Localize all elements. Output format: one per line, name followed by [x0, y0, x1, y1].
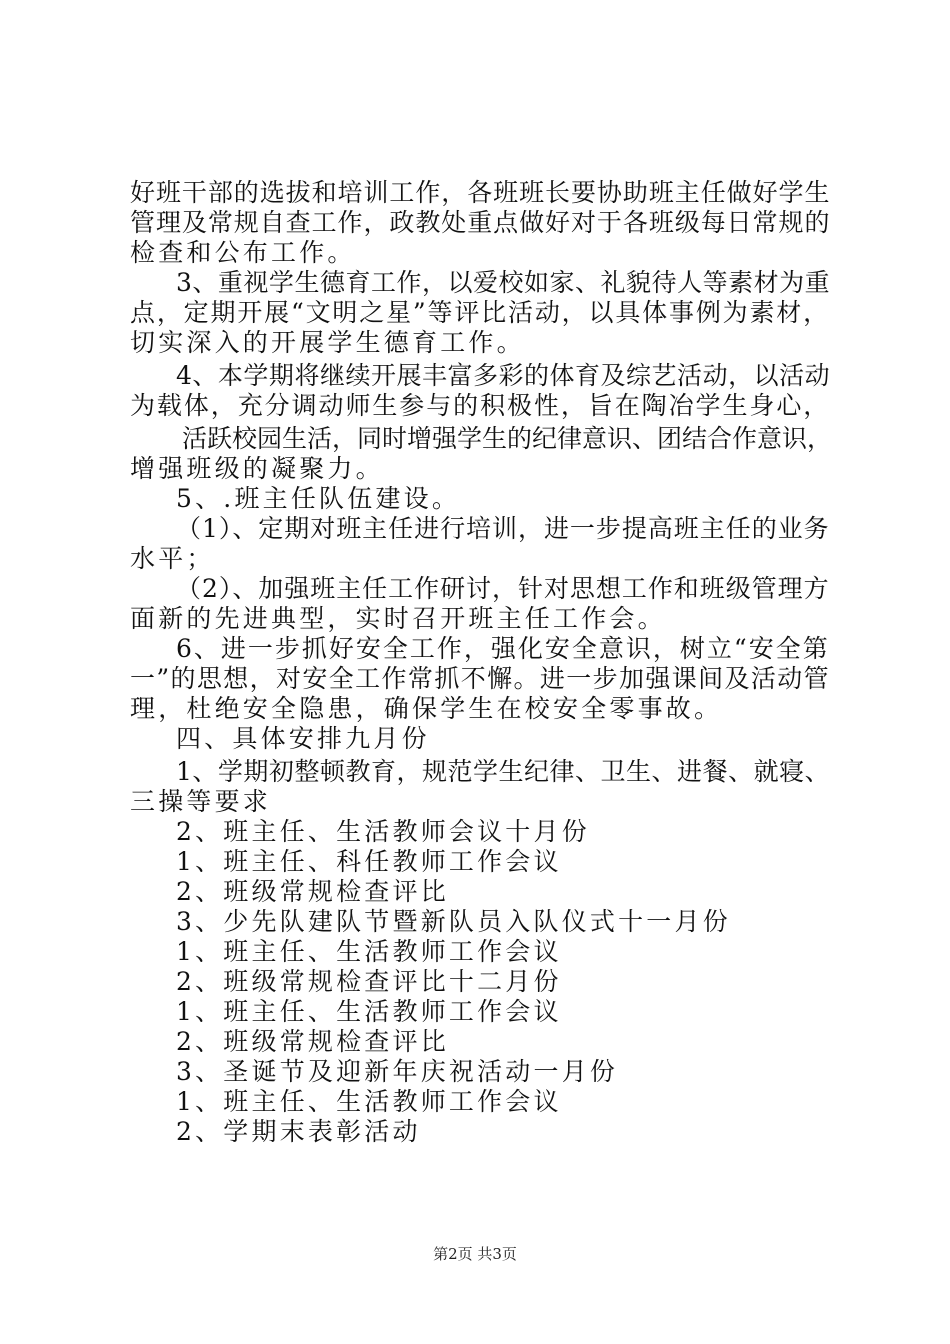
text-line: 一”的思想，对安全工作常抓不懈。进一步加强课间及活动管 [130, 664, 830, 693]
text-line: 5、.班主任队伍建设。 [176, 484, 461, 513]
text-line: （1）、定期对班主任进行培训，进一步提高班主任的业务 [176, 514, 830, 543]
text-line: 切实深入的开展学生德育工作。 [130, 328, 525, 357]
list-item: 2、班级常规检查评比十二月份 [176, 967, 562, 996]
text-line: 理，杜绝安全隐患，确保学生在校安全零事故。 [130, 694, 723, 723]
list-item: 2、班级常规检查评比 [176, 877, 449, 906]
text-line: （2）、加强班主任工作研讨，针对思想工作和班级管理方 [176, 574, 830, 603]
text-line: 面新的先进典型，实时召开班主任工作会。 [130, 604, 666, 633]
text-line: 活跃校园生活，同时增强学生的纪律意识、团结合作意识， [182, 424, 833, 453]
text-line: 为载体，充分调动师生参与的积极性，旨在陶冶学生身心， [130, 391, 831, 420]
page-footer: 第2页 共3页 [433, 1245, 517, 1263]
text-line: 4、本学期将继续开展丰富多彩的体育及综艺活动，以活动 [176, 361, 831, 390]
list-item: 1、班主任、生活教师工作会议 [176, 997, 562, 1026]
text-line: 水平； [130, 544, 215, 573]
list-item: 2、班级常规检查评比 [176, 1027, 449, 1056]
section-heading: 四、具体安排九月份 [176, 724, 430, 753]
list-item: 2、学期末表彰活动 [176, 1117, 421, 1146]
text-line: 好班干部的选拔和培训工作，各班班长要协助班主任做好学生 [130, 178, 831, 207]
text-line: 检查和公布工作。 [130, 238, 356, 267]
text-line: 点，定期开展“文明之星”等评比活动，以具体事例为素材， [130, 298, 830, 327]
text-line: 增强班级的凝聚力。 [130, 454, 384, 483]
list-item: 1、班主任、科任教师工作会议 [176, 847, 562, 876]
list-item: 2、班主任、生活教师会议十月份 [176, 817, 590, 846]
text-line: 管理及常规自查工作，政教处重点做好对于各班级每日常规的 [130, 208, 831, 237]
list-item: 1、班主任、生活教师工作会议 [176, 1087, 562, 1116]
text-line: 6、进一步抓好安全工作，强化安全意识，树立“安全第 [176, 634, 830, 663]
text-line: 1、学期初整顿教育，规范学生纪律、卫生、进餐、就寝、 [176, 757, 831, 786]
text-line: 3、重视学生德育工作，以爱校如家、礼貌待人等素材为重 [176, 268, 831, 297]
list-item: 1、班主任、生活教师工作会议 [176, 937, 562, 966]
list-item: 3、少先队建队节暨新队员入队仪式十一月份 [176, 907, 731, 936]
list-item: 3、圣诞节及迎新年庆祝活动一月份 [176, 1057, 619, 1086]
text-line: 三操等要求 [130, 787, 272, 816]
